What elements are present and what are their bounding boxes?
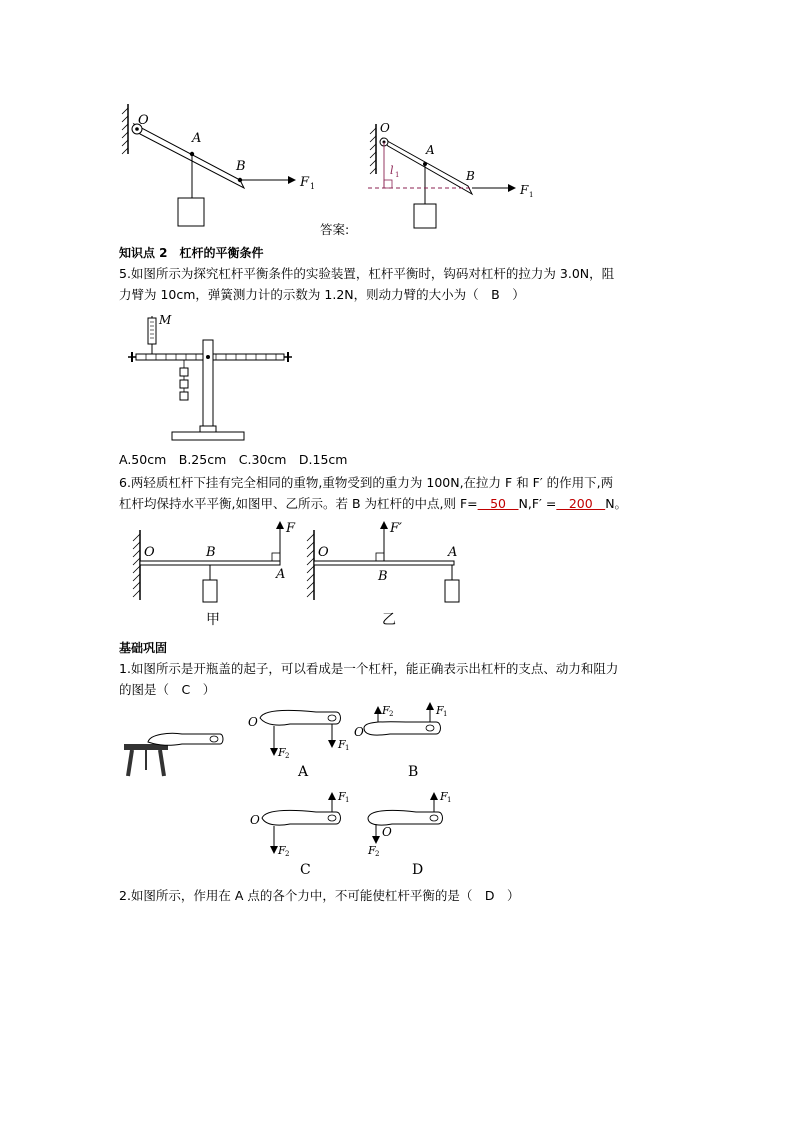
option-B-figure [364,702,441,735]
opener-on-stool [124,733,223,776]
label-F-sub: 1 [310,182,316,191]
q5-line1: 5.如图所示为探究杠杆平衡条件的实验装置，杠杆平衡时，钩码对杠杆的拉力为 3.0N，阻 [119,266,615,281]
q2-line1: 2.如图所示，作用在 A 点的各个力中，不可能使杠杆平衡的是（ D ） [119,888,520,903]
q1-line2: 的图是（ C ） [119,682,216,697]
label-l-sub: 1 [395,171,400,179]
option-C: C [300,862,311,878]
option-D-figure [368,792,443,844]
q6-line2-c: N。 [605,496,628,511]
q5-line2: 力臂为 10cm，弹簧测力计的示数为 1.2N，则动力臂的大小为（ B ） [119,287,525,302]
option-A-figure [260,710,341,756]
label-F-prime: F′ [390,521,402,536]
B-label-F2-sub: 2 [389,710,394,718]
D-label-F1: F [440,790,448,803]
C-label-O: O [250,813,260,827]
A-label-F2: F [278,746,286,759]
label-A: A [276,567,286,582]
label-O: O [380,121,390,135]
q6-line1: 6.两轻质杠杆下挂有完全相同的重物,重物受到的重力为 100N,在拉力 F 和 F′ 的作用下,两 [119,475,614,490]
A-label-F2-sub: 2 [285,752,290,760]
A-label-O: O [248,715,258,729]
label-F-sub: 1 [529,191,534,199]
q6-figure-jia [126,516,296,631]
B-label-F1: F [436,704,444,717]
option-B: B [408,764,419,780]
label-B: B [236,159,246,174]
caption-jia: 甲 [206,612,220,628]
option-C-figure [262,792,341,854]
q6-line2-a: 杠杆均保持水平平衡,如图甲、乙所示。若 B 为杠杆的中点,则 F= [119,496,478,511]
label-F: F [520,183,529,197]
label-l: l [390,164,394,177]
D-label-F1-sub: 1 [447,796,452,804]
D-label-F2-sub: 2 [375,850,380,858]
lever-figure-right [368,116,548,236]
C-label-F1: F [338,790,346,803]
C-label-F2-sub: 2 [285,850,290,858]
option-A: A [298,764,309,780]
label-A: A [448,545,458,560]
label-B: B [466,169,475,183]
label-A: A [192,131,202,146]
label-B: B [378,569,388,584]
lever-figure-left [120,96,320,236]
q6-blank-F: 50 [477,496,519,511]
q6-figure-yi [300,516,470,631]
option-D: D [412,862,424,878]
q1-line1: 1.如图所示是开瓶盖的起子，可以看成是一个杠杆，能正确表示出杠杆的支点、动力和阻力 [119,661,619,676]
label-A: A [426,143,435,157]
q5-options: A.50cm B.25cm C.30cm D.15cm [119,452,348,467]
label-F: F [300,175,310,190]
C-label-F2: F [278,844,286,857]
A-label-F1-sub: 1 [345,744,350,752]
B-label-F1-sub: 1 [443,710,448,718]
B-label-O: O [354,725,364,739]
label-O: O [138,113,149,128]
answer-label: 答案: [320,222,350,237]
label-B: B [206,545,216,560]
label-O: O [318,545,329,560]
q6-line2-b: N,F′ = [518,496,557,511]
q5-figure [126,310,296,444]
C-label-F1-sub: 1 [345,796,350,804]
label-F: F [286,521,296,536]
label-O: O [144,545,155,560]
D-label-F2: F [368,844,376,857]
caption-yi: 乙 [382,612,396,628]
q6-line2 [119,496,627,512]
q1-figures [120,700,480,880]
D-label-O: O [382,825,392,839]
B-label-F2: F [382,704,390,717]
A-label-F1: F [338,738,346,751]
label-M: M [159,313,172,327]
section-title-2: 知识点 2 杠杆的平衡条件 [119,246,264,260]
section-title-3: 基础巩固 [119,641,168,655]
q6-blank-F-prime: 200 [556,496,606,511]
